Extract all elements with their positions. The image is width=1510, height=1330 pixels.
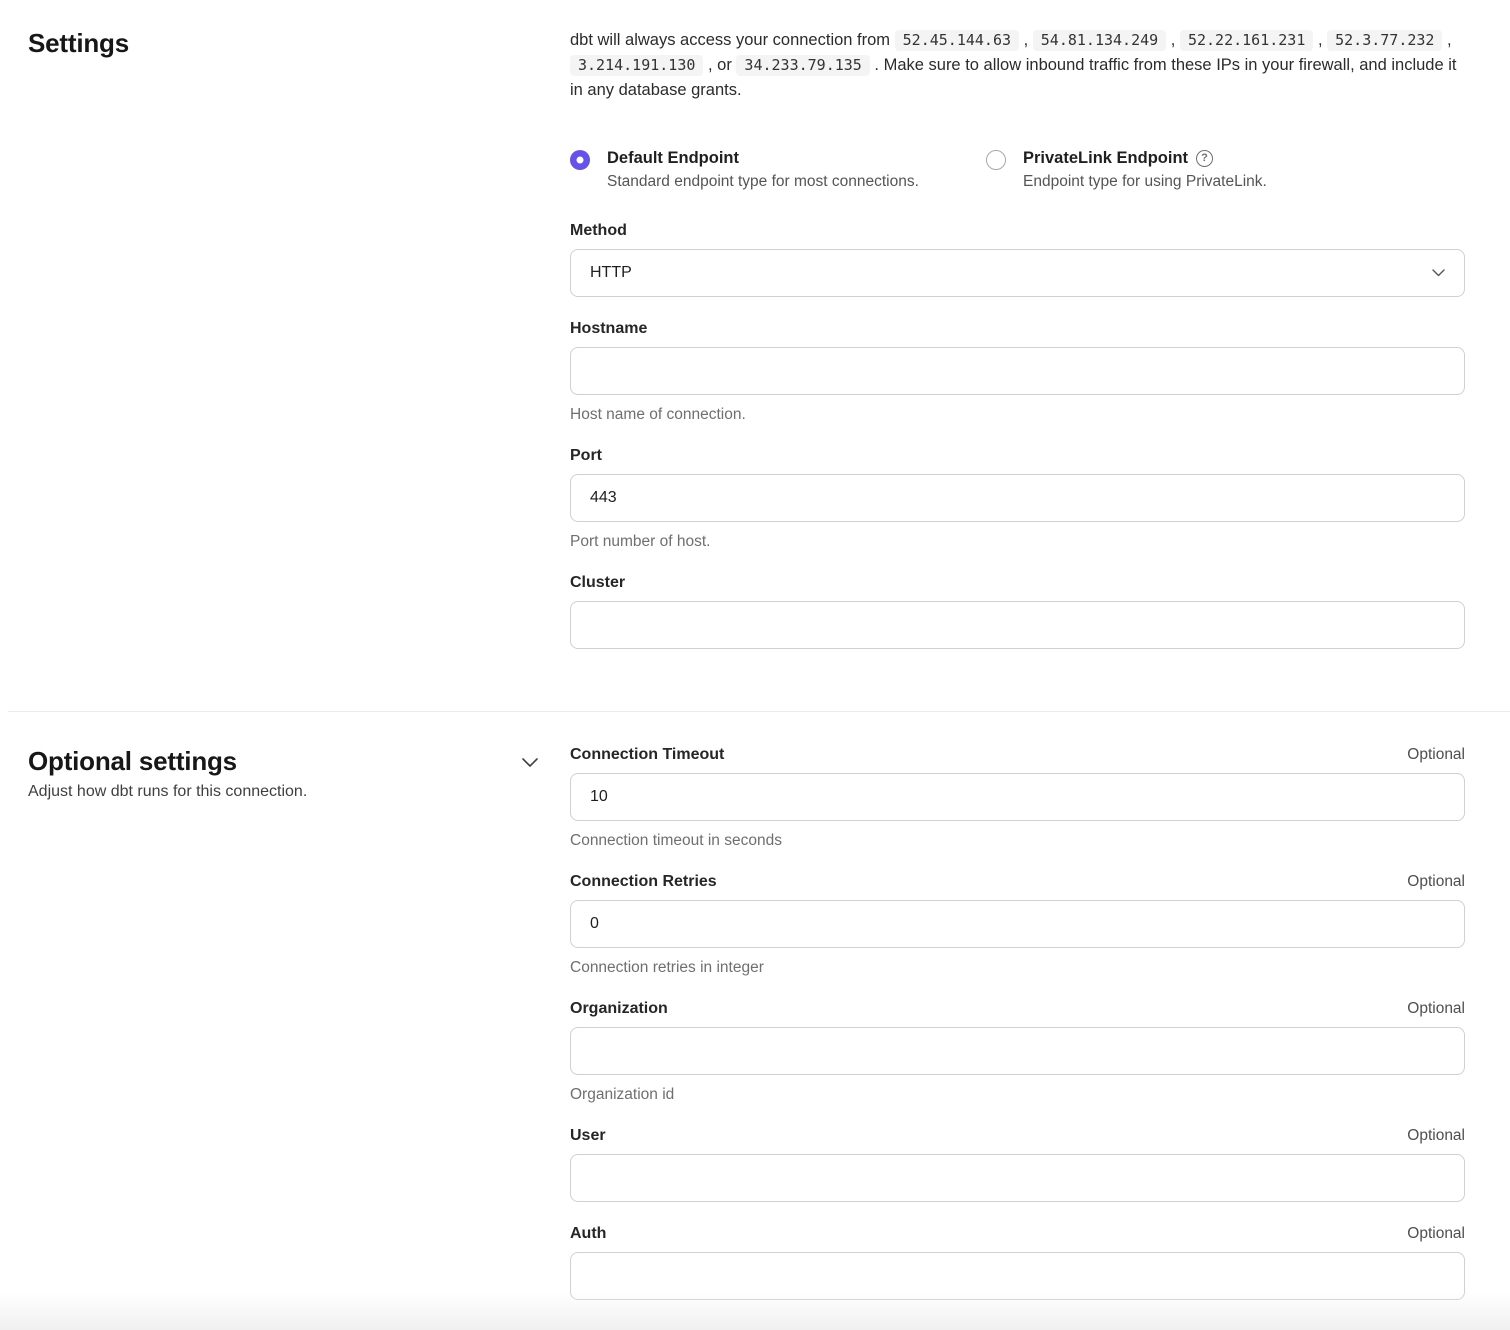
hostname-label: Hostname <box>570 320 648 337</box>
user-input[interactable] <box>570 1154 1465 1202</box>
port-input[interactable] <box>570 474 1465 522</box>
connection-timeout-helper-text: Connection timeout in seconds <box>570 832 782 849</box>
optional-settings-title: Optional settings <box>28 746 237 776</box>
endpoint-option-label: Default Endpoint <box>607 149 739 167</box>
chevron-down-icon <box>1432 269 1445 277</box>
cluster-label: Cluster <box>570 574 626 591</box>
method-select[interactable] <box>570 249 1465 297</box>
organization-field <box>570 1000 1465 1104</box>
question-mark-circle-icon[interactable]: ? <box>1196 150 1213 167</box>
endpoint-option-description: Endpoint type for using PrivateLink. <box>1023 173 1267 190</box>
organization-helper-text: Organization id <box>570 1086 675 1103</box>
port-field <box>570 447 1465 551</box>
chevron-down-icon <box>522 758 538 767</box>
optional-badge: Optional <box>1407 1127 1465 1144</box>
method-label: Method <box>570 222 627 239</box>
auth-label: Auth <box>570 1225 607 1242</box>
optional-badge: Optional <box>1407 1000 1465 1017</box>
optional-badge: Optional <box>1407 746 1465 763</box>
connection-timeout-input[interactable] <box>570 773 1465 821</box>
ip-address-chip: 52.3.77.232 <box>1327 30 1442 51</box>
connection-retries-label: Connection Retries <box>570 873 717 890</box>
ip-address-chip: 3.214.191.130 <box>570 55 703 76</box>
optional-settings-body <box>570 746 1465 1300</box>
endpoint-option-privatelink-endpoint[interactable] <box>986 149 1267 191</box>
optional-settings-subtitle: Adjust how dbt runs for this connection. <box>28 783 308 801</box>
connection-retries-input[interactable] <box>570 900 1465 948</box>
auth-input[interactable] <box>570 1252 1465 1300</box>
ip-address-chip: 54.81.134.249 <box>1033 30 1166 51</box>
port-helper-text: Port number of host. <box>570 533 711 550</box>
connection-timeout-label: Connection Timeout <box>570 746 725 763</box>
cluster-input[interactable] <box>570 601 1465 649</box>
optional-badge: Optional <box>1407 1225 1465 1242</box>
ip-address-chip: 52.45.144.63 <box>895 30 1019 51</box>
hostname-field <box>570 320 1465 424</box>
ip-address-chip: 34.233.79.135 <box>736 55 869 76</box>
organization-input[interactable] <box>570 1027 1465 1075</box>
connection-retries-field <box>570 873 1465 977</box>
endpoint-option-default-endpoint[interactable] <box>570 149 986 191</box>
port-label: Port <box>570 447 602 464</box>
cluster-field <box>570 574 1465 649</box>
collapse-section-button[interactable] <box>520 756 540 769</box>
settings-fields <box>570 222 1465 649</box>
organization-label: Organization <box>570 1000 668 1017</box>
settings-section-header <box>28 28 570 649</box>
radio-selected-icon[interactable] <box>570 150 590 170</box>
settings-section-body <box>570 28 1465 649</box>
optional-settings-header <box>28 746 570 1300</box>
endpoint-type-radio-group <box>570 149 1465 191</box>
hostname-helper-text: Host name of connection. <box>570 406 746 423</box>
user-label: User <box>570 1127 606 1144</box>
auth-field <box>570 1225 1465 1300</box>
method-field <box>570 222 1465 297</box>
endpoint-option-description: Standard endpoint type for most connections. <box>607 173 919 190</box>
endpoint-option-label: PrivateLink Endpoint ? <box>1023 149 1213 168</box>
method-selected-value: HTTP <box>590 264 632 281</box>
radio-unselected-icon[interactable] <box>986 150 1006 170</box>
ip-allowlist-paragraph: dbt will always access your connection from 52.45.144.63 , 54.81.134.249 , 52.22.161.231 , 52.3.77.232 , 3.214.191.130 , or 34.233.79.135 . Make sure to allow inbound traffic from these IPs in your firewall, and include it in any database grants. <box>570 31 1457 99</box>
connection-retries-helper-text: Connection retries in integer <box>570 959 764 976</box>
optional-settings-section <box>0 712 1510 1300</box>
connection-timeout-field <box>570 746 1465 850</box>
optional-badge: Optional <box>1407 873 1465 890</box>
user-field <box>570 1127 1465 1202</box>
hostname-input[interactable] <box>570 347 1465 395</box>
ip-address-chip: 52.22.161.231 <box>1180 30 1313 51</box>
optional-settings-fields <box>570 746 1465 1300</box>
page-title: Settings <box>28 28 129 58</box>
